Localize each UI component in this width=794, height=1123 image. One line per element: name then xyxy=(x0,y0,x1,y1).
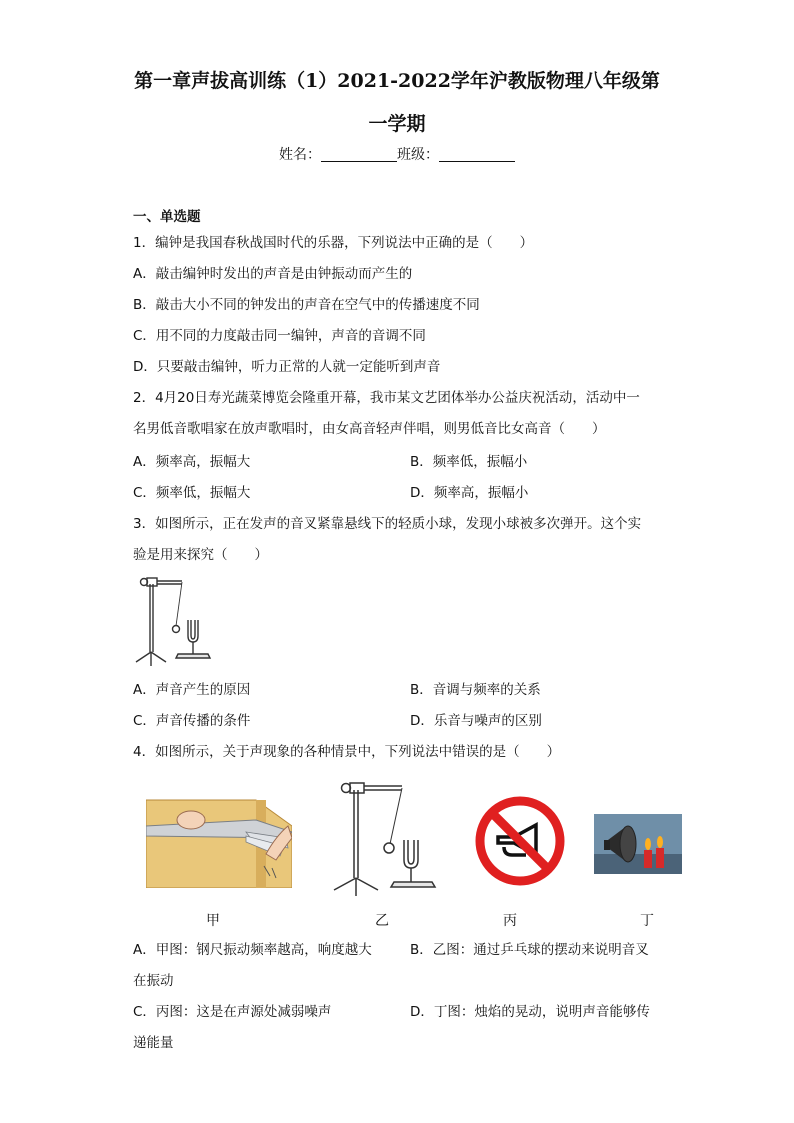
q3-option-d: D．乐音与噪声的区别 xyxy=(410,713,542,729)
q3-option-c: C．声音传播的条件 xyxy=(133,713,251,729)
q2-option-b: B．频率低，振幅小 xyxy=(410,454,528,470)
ruler-vibration-figure xyxy=(146,796,292,888)
q3-option-a: A．声音产生的原因 xyxy=(133,682,251,698)
section-heading: 一、单选题 xyxy=(133,209,201,225)
class-label: 班级： xyxy=(397,147,439,163)
class-blank[interactable] xyxy=(439,147,515,162)
figure-caption-bing: 丙 xyxy=(503,913,517,929)
q3-option-b: B．音调与频率的关系 xyxy=(410,682,541,698)
name-blank[interactable] xyxy=(321,147,397,162)
q4-stem: 4．如图所示，关于声现象的各种情景中，下列说法中错误的是（ ） xyxy=(133,744,561,760)
q2-option-a: A．频率高，振幅大 xyxy=(133,454,251,470)
page-title: 第一章声拔高训练（1）2021-2022学年沪教版物理八年级第 xyxy=(134,70,660,92)
page-title-continued: 一学期 xyxy=(368,113,426,135)
q2-option-c: C．频率低，振幅大 xyxy=(133,485,251,501)
figure-caption-ding: 丁 xyxy=(640,913,654,929)
q4-option-d: D．丁图：烛焰的晃动，说明声音能够传 xyxy=(410,1004,650,1020)
q4-option-b: B．乙图：通过乒乓球的摆动来说明音叉 xyxy=(410,942,649,958)
student-info-row xyxy=(0,144,794,164)
no-horn-sign-icon xyxy=(474,795,566,887)
q2-option-d: D．频率高，振幅小 xyxy=(410,485,529,501)
q3-stem-line1: 3．如图所示，正在发声的音叉紧靠悬线下的轻质小球，发现小球被多次弹开。这个实 xyxy=(133,516,642,532)
q1-option-c: C．用不同的力度敲击同一编钟，声音的音调不同 xyxy=(133,328,426,344)
q1-stem: 1．编钟是我国春秋战国时代的乐器，下列说法中正确的是（ ） xyxy=(133,235,534,251)
q1-option-d: D．只要敲击编钟，听力正常的人就一定能听到声音 xyxy=(133,359,441,375)
q1-option-a: A．敲击编钟时发出的声音是由钟振动而产生的 xyxy=(133,266,413,282)
q2-stem-line1: 2．4月20日寿光蔬菜博览会隆重开幕，我市某文艺团体举办公益庆祝活动，活动中一 xyxy=(133,390,640,406)
q1-option-b: B．敲击大小不同的钟发出的声音在空气中的传播速度不同 xyxy=(133,297,480,313)
ping-pong-tuning-fork-figure xyxy=(328,778,444,898)
speaker-candle-figure xyxy=(594,814,682,874)
q4-option-a: A．甲图：钢尺振动频率越高，响度越大 xyxy=(133,942,372,958)
name-label: 姓名： xyxy=(279,147,321,163)
q4-option-c: C．丙图：这是在声源处减弱噪声 xyxy=(133,1004,332,1020)
tuning-fork-pendulum-figure xyxy=(130,574,214,668)
q2-stem-line2: 名男低音歌唱家在放声歌唱时，由女高音轻声伴唱，则男低音比女高音（ ） xyxy=(133,421,606,437)
q3-stem-line2: 验是用来探究（ ） xyxy=(133,547,268,563)
q4-option-b-continued: 在振动 xyxy=(133,973,174,989)
figure-caption-jia: 甲 xyxy=(206,913,220,929)
q4-option-d-continued: 递能量 xyxy=(133,1035,174,1051)
figure-caption-yi: 乙 xyxy=(375,913,389,929)
